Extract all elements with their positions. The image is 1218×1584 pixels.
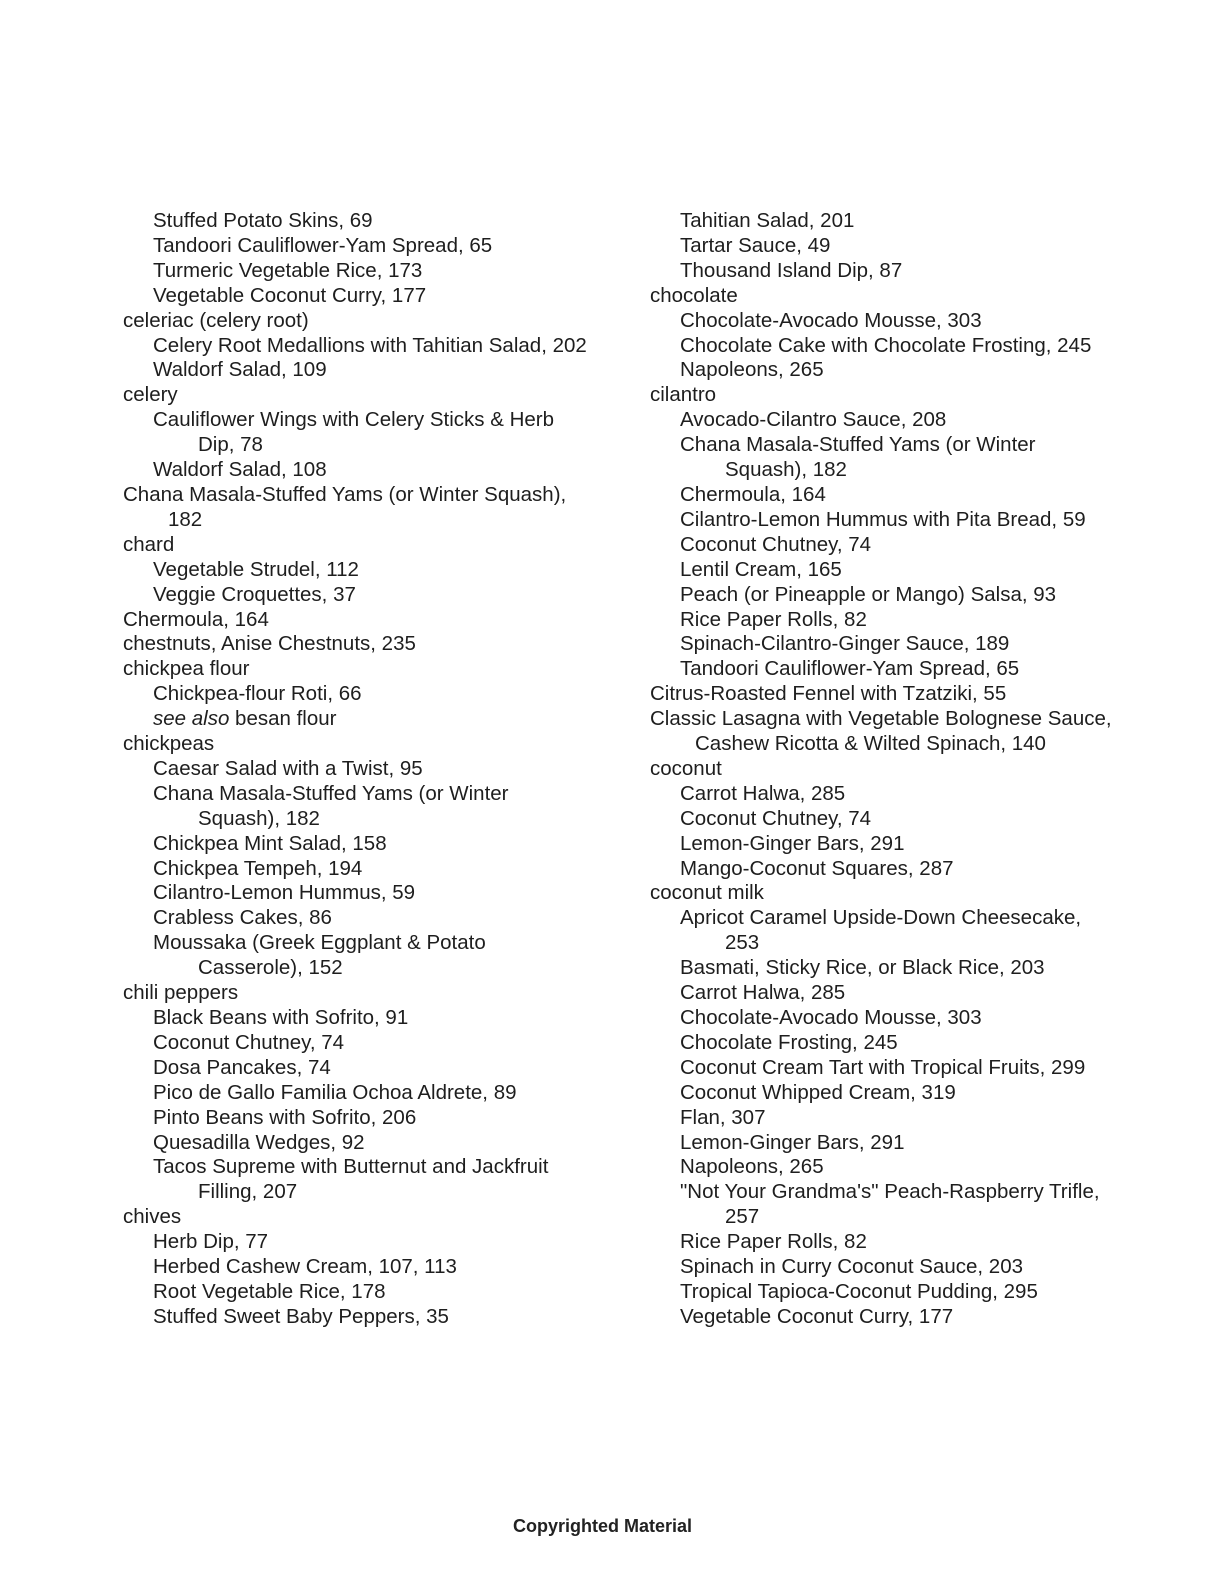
index-subentry: Herbed Cashew Cream, 107, 113: [153, 1255, 457, 1279]
index-subentry: Waldorf Salad, 108: [153, 458, 327, 482]
index-heading: chickpeas: [123, 732, 215, 756]
index-subentry: Coconut Whipped Cream, 319: [680, 1080, 956, 1104]
index-subentry: Basmati, Sticky Rice, or Black Rice, 203: [680, 956, 1045, 980]
index-subentry: Pico de Gallo Familia Ochoa Aldrete, 89: [153, 1080, 517, 1104]
index-subentry: Chickpea Tempeh, 194: [153, 856, 363, 880]
index-subentry: Rice Paper Rolls, 82: [680, 1230, 867, 1254]
index-subentry: Thousand Island Dip, 87: [680, 258, 903, 282]
index-subentry: Chickpea-flour Roti, 66: [153, 682, 362, 706]
index-subentry: Chocolate-Avocado Mousse, 303: [680, 308, 982, 332]
index-subentry: Coconut Chutney, 74: [680, 532, 872, 556]
index-heading: celery: [123, 383, 178, 407]
index-column-right: [650, 209, 1120, 1330]
index-subentry: Chocolate-Avocado Mousse, 303: [680, 1006, 982, 1029]
index-subentry: Stuffed Potato Skins, 69: [153, 209, 373, 232]
index-subentry: Lentil Cream, 165: [680, 557, 842, 581]
index-subentry: Carrot Halwa, 285: [680, 981, 846, 1005]
index-subentry: Cilantro-Lemon Hummus, 59: [153, 881, 416, 905]
see-also-label: see also: [153, 707, 230, 731]
index-subentry: Tahitian Salad, 201: [680, 209, 855, 232]
index-subentry: Flan, 307: [680, 1105, 766, 1129]
copyright-footer: Copyrighted Material: [512, 1516, 693, 1536]
index-heading: chili peppers: [123, 981, 239, 1005]
index-subentry: Chana Masala-Stuffed Yams (or Winter Squash), 182: [680, 433, 1036, 482]
index-entry-text: besan flour: [229, 707, 337, 731]
index-subentry: Chickpea Mint Salad, 158: [153, 831, 387, 855]
index-column-left: [123, 209, 593, 1330]
index-heading: chickpea flour: [123, 657, 250, 681]
index-subentry: Tandoori Cauliflower-Yam Spread, 65: [680, 657, 1020, 681]
index-subentry: Dosa Pancakes, 74: [153, 1055, 331, 1079]
index-subentry: Apricot Caramel Upside-Down Cheesecake, 253: [680, 906, 1082, 955]
index-heading: coconut milk: [650, 881, 764, 905]
index-heading: chocolate: [650, 283, 738, 307]
index-subentry: Quesadilla Wedges, 92: [153, 1130, 365, 1154]
index-subentry: Herb Dip, 77: [153, 1230, 269, 1254]
index-subentry: Napoleons, 265: [680, 358, 824, 382]
index-subentry: Tartar Sauce, 49: [680, 233, 831, 257]
index-subentry: Spinach in Curry Coconut Sauce, 203: [680, 1255, 1024, 1279]
index-subentry: Chocolate Frosting, 245: [680, 1030, 898, 1054]
index-subentry: Napoleons, 265: [680, 1155, 824, 1179]
index-subentry: Pinto Beans with Sofrito, 206: [153, 1105, 417, 1129]
index-subentry: Rice Paper Rolls, 82: [680, 607, 867, 631]
index-subentry: Chocolate Cake with Chocolate Frosting, 245: [680, 333, 1092, 357]
index-subentry: Stuffed Sweet Baby Peppers, 35: [153, 1304, 449, 1328]
index-heading: celeriac (celery root): [123, 308, 309, 332]
index-subentry: Lemon-Ginger Bars, 291: [680, 1130, 905, 1154]
index-subentry: Tacos Supreme with Butternut and Jackfruit Filling, 207: [153, 1155, 549, 1204]
index-subentry: Caesar Salad with a Twist, 95: [153, 756, 423, 780]
index-heading: chard: [123, 532, 175, 556]
index-subentry: Turmeric Vegetable Rice, 173: [153, 258, 423, 282]
index-heading: Classic Lasagna with Vegetable Bolognese Sauce, Cashew Ricotta & Wilted Spinach, 140: [650, 707, 1112, 756]
index-subentry: Cilantro-Lemon Hummus with Pita Bread, 59: [680, 507, 1086, 531]
index-subentry: Black Beans with Sofrito, 91: [153, 1006, 409, 1029]
index-subentry: Vegetable Strudel, 112: [153, 557, 359, 581]
index-subentry: Crabless Cakes, 86: [153, 906, 332, 930]
index-subentry: Lemon-Ginger Bars, 291: [680, 831, 905, 855]
index-subentry: Avocado-Cilantro Sauce, 208: [680, 408, 947, 432]
index-subentry: Vegetable Coconut Curry, 177: [680, 1304, 954, 1328]
index-subentry: Cauliflower Wings with Celery Sticks & Herb Dip, 78: [153, 408, 555, 457]
index-subentry: Coconut Chutney, 74: [680, 806, 872, 830]
index-subentry: "Not Your Grandma's" Peach-Raspberry Trifle, 257: [680, 1180, 1100, 1229]
index-heading: cilantro: [650, 383, 717, 407]
index-subentry: Coconut Cream Tart with Tropical Fruits, 299: [680, 1055, 1086, 1079]
index-subentry: Vegetable Coconut Curry, 177: [153, 283, 427, 307]
index-subentry: [123, 707, 593, 732]
index-subentry: Waldorf Salad, 109: [153, 358, 327, 382]
index-subentry: Celery Root Medallions with Tahitian Salad, 202: [153, 333, 587, 357]
index-heading: Citrus-Roasted Fennel with Tzatziki, 55: [650, 682, 1007, 706]
index-heading: chives: [123, 1205, 182, 1229]
index-subentry: Chermoula, 164: [680, 482, 826, 506]
index-subentry: Carrot Halwa, 285: [680, 781, 846, 805]
index-heading: chestnuts, Anise Chestnuts, 235: [123, 632, 416, 656]
index-subentry: Tandoori Cauliflower-Yam Spread, 65: [153, 233, 493, 257]
index-subentry: Moussaka (Greek Eggplant & Potato Casserole), 152: [153, 931, 486, 980]
index-heading: Chermoula, 164: [123, 607, 269, 631]
index-subentry: Spinach-Cilantro-Ginger Sauce, 189: [680, 632, 1010, 656]
index-heading: Chana Masala-Stuffed Yams (or Winter Squash), 182: [123, 482, 567, 531]
index-subentry: Root Vegetable Rice, 178: [153, 1279, 386, 1303]
index-subentry: Peach (or Pineapple or Mango) Salsa, 93: [680, 582, 1057, 606]
index-subentry: Veggie Croquettes, 37: [153, 582, 356, 606]
index-heading: coconut: [650, 756, 722, 780]
index-subentry: Chana Masala-Stuffed Yams (or Winter Squash), 182: [153, 781, 509, 830]
index-subentry: Coconut Chutney, 74: [153, 1030, 345, 1054]
index-subentry: Tropical Tapioca-Coconut Pudding, 295: [680, 1279, 1038, 1303]
index-subentry: Mango-Coconut Squares, 287: [680, 856, 954, 880]
